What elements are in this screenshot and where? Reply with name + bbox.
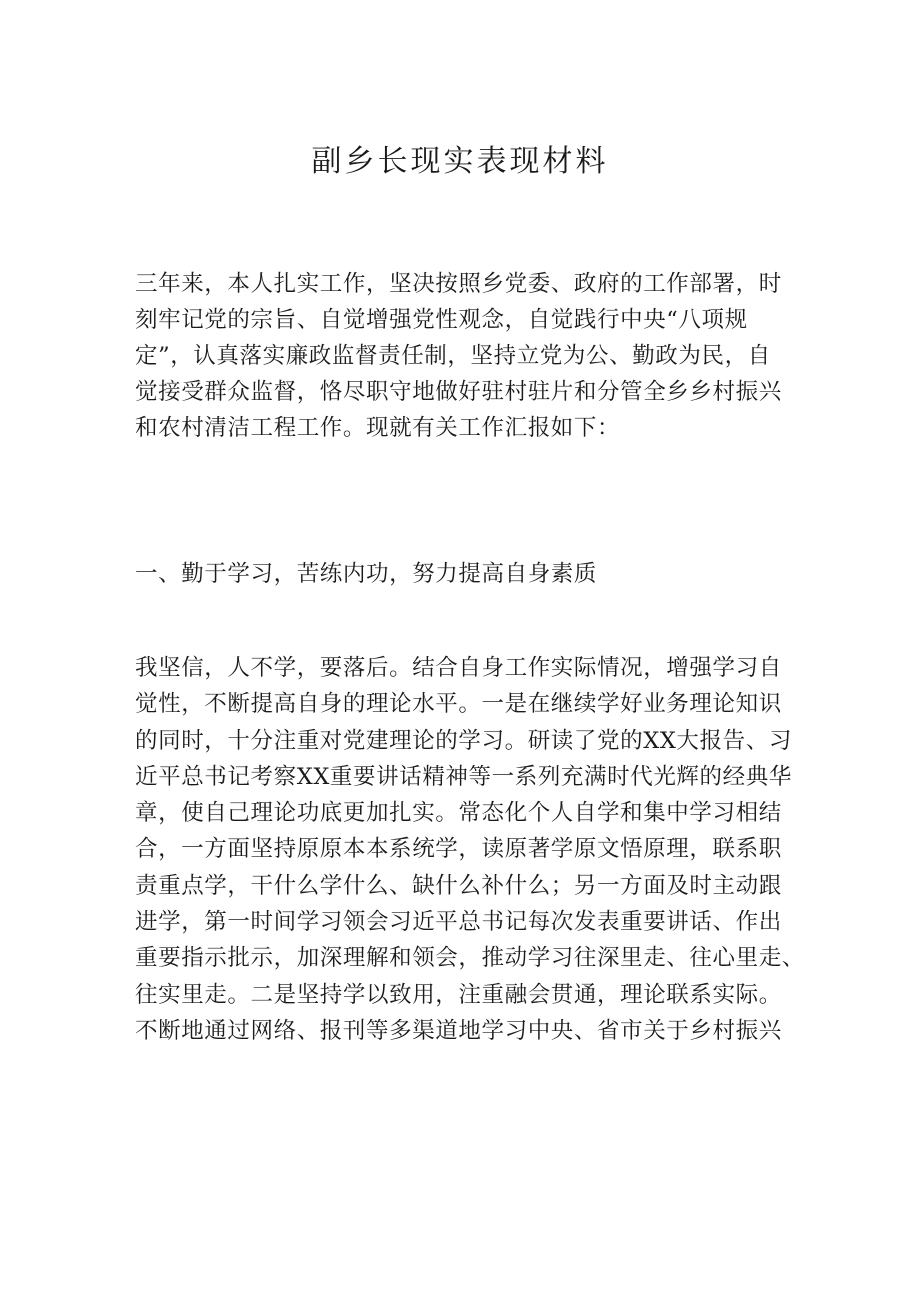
text-line: 和农村清洁工程工作。现就有关工作汇报如下： [135, 415, 621, 441]
text-line: 重要指示批示，加深理解和领会，推动学习往深里走、往心里走、 [135, 945, 805, 972]
text-line: 刻牢记党的宗旨、自觉增强党性观念，自觉践行中央“八项规 [135, 307, 748, 333]
text-line: 觉性，不断提高自身的理论水平。一是在继续学好业务理论知识 [135, 691, 782, 718]
document-title: 副乡长现实表现材料 [311, 144, 609, 179]
section-heading [135, 556, 805, 592]
text-line: 定”，认真落实廉政监督责任制，坚持立党为公、勤政为民，自 [135, 343, 771, 369]
text-line: 章，使自己理论功底更加扎实。常态化个人自学和集中学习相结 [135, 800, 782, 827]
text-line: 往实里走。二是坚持学以致用，注重融会贯通，理论联系实际。 [135, 981, 782, 1008]
text-line: 觉接受群众监督，恪尽职守地做好驻村驻片和分管全乡乡村振兴 [135, 379, 782, 405]
section-paragraph [135, 650, 805, 1049]
text-line: 责重点学，干什么学什么、缺什么补什么；另一方面及时主动跟 [135, 872, 782, 899]
intro-paragraph [135, 266, 805, 446]
section-heading-text: 一、勤于学习，苦练内功，努力提高自身素质 [135, 561, 598, 587]
text-line: 三年来，本人扎实工作，坚决按照乡党委、政府的工作部署，时 [135, 271, 782, 297]
text-line: 合，一方面坚持原原本本系统学，读原著学原文悟原理，联系职 [135, 836, 782, 863]
text-line: 的同时，十分注重对党建理论的学习。研读了党的XX大报告、习 [135, 727, 792, 754]
text-line: 不断地通过网络、报刊等多渠道地学习中央、省市关于乡村振兴 [135, 1017, 782, 1044]
text-line: 近平总书记考察XX重要讲话精神等一系列充满时代光辉的经典华 [135, 763, 792, 790]
text-line: 进学，第一时间学习领会习近平总书记每次发表重要讲话、作出 [135, 909, 782, 936]
text-line: 我坚信，人不学，要落后。结合自身工作实际情况，增强学习自 [135, 655, 782, 681]
